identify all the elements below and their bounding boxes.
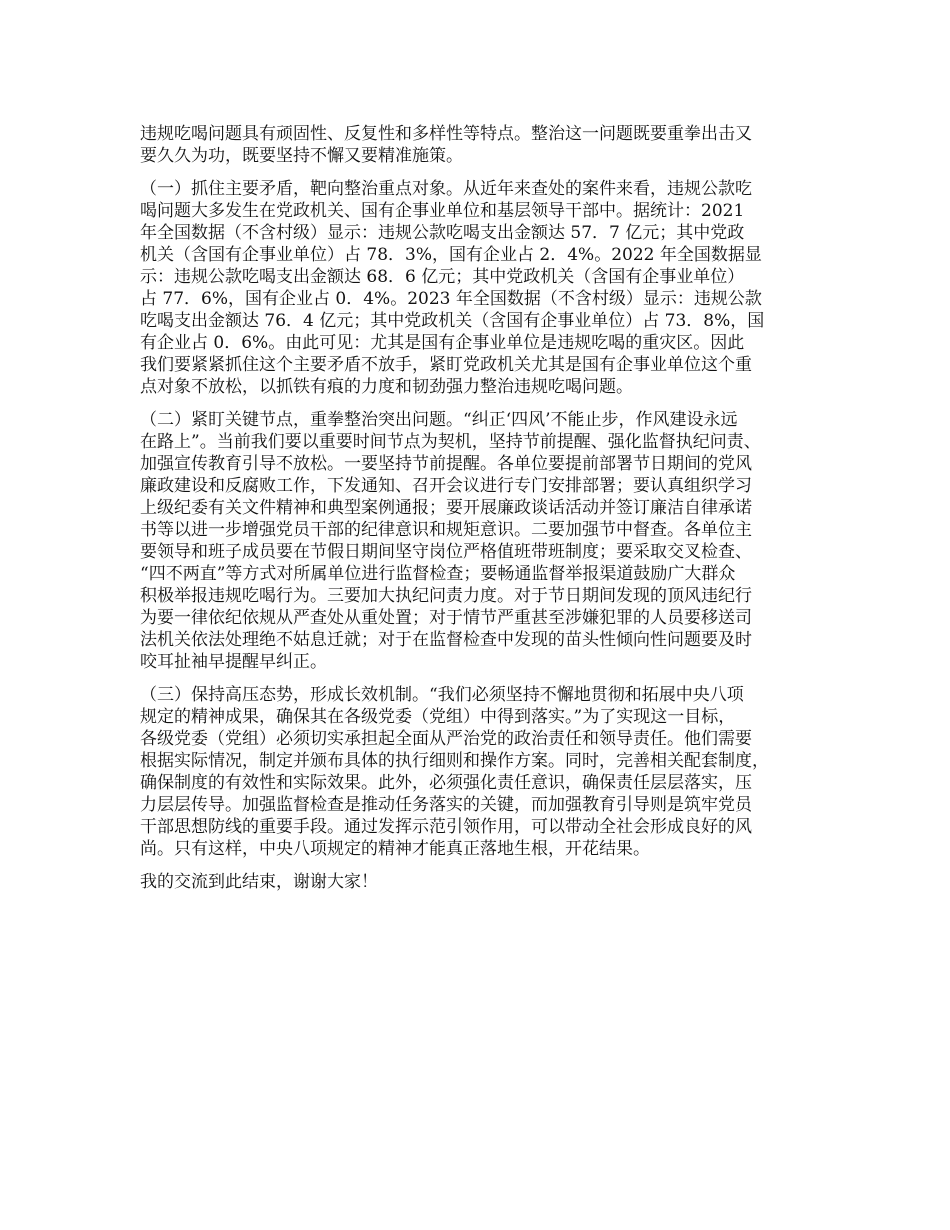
paragraph-closing: 我的交流到此结束，谢谢大家！ [140, 872, 378, 892]
document-body [140, 123, 830, 904]
paragraph-section-2: （二）紧盯关键节点，重拳整治突出问题。“纠正‘四风’不能止步，作风建设永远 在路上”。当前我们要以重要时间节点为契机，坚持节前提醒、强化监督执纪问责、 加强宣传教育引导不放松。一要坚持节前提醒。各单位要提前部署节日期间的党风 廉政建设和反腐败工作，下发通知、召开会议进行专门安排部署；要认真组织学习 上级纪委有关文件精神和典型案例通报；要开展廉政谈话活动并签订廉洁自律承诺 书等以进一步增强党员干部的纪律意识和规矩意识。二要加强节中督查。各单位主 要领导和班子成员要在节假日期间坚守岗位严格值班带班制度；要采取交叉检查、 “四不两直”等方式对所属单位进行监督检查；要畅通监督举报渠道鼓励广大群众 积极举报违规吃喝行为。三要加大执纪问责力度。对于节日期间发现的顶风违纪行 为要一律依纪依规从严查处从重处置；对于情节严重甚至涉嫌犯罪的人员要移送司 法机关依法处理绝不姑息迁就；对于在监督检查中发现的苗头性倾向性问题要及时 咬耳扯袖早提醒早纠正。 [140, 410, 761, 672]
paragraph-intro: 违规吃喝问题具有顽固性、反复性和多样性等特点。整治这一问题既要重拳出击又 要久久为功，既要坚持不懈又要精准施策。 [140, 124, 752, 166]
paragraph-section-3: （三）保持高压态势，形成长效机制。“我们必须坚持不懈地贯彻和拓展中央八项 规定的精神成果，确保其在各级党委（党组）中得到落实。”为了实现这一目标， 各级党委（党组）必须切实承担起全面从严治党的政治责任和领导责任。他们需要 根据实际情况，制定并颁布具体的执行细则和操作方案。同时，完善相关配套制度， 确保制度的有效性和实际效果。此外，必须强化责任意识，确保责任层层落实，压 力层层传导。加强监督检查是推动任务落实的关键，而加强教育引导则是筑牢党员 干部思想防线的重要手段。通过发挥示范引领作用，可以带动全社会形成良好的风 尚。只有这样，中央八项规定的精神才能真正落地生根，开花结果。 [140, 685, 769, 859]
paragraph-section-1: （一）抓住主要矛盾，靶向整治重点对象。从近年来查处的案件来看，违规公款吃 喝问题大多发生在党政机关、国有企事业单位和基层领导干部中。据统计：2021 年全国数据（不含村级）显示：违规公款吃喝支出金额达 57．7 亿元；其中党政 机关（含国有企事业单位）占 78．3%，国有企业占 2．4%。2022 年全国数据显 示：违规公款吃喝支出金额达 68．6 亿元；其中党政机关（含国有企事业单位） 占 77．6%，国有企业占 0．4%。2023 年全国数据（不含村级）显示：违规公款 吃喝支出金额达 76．4 亿元；其中党政机关（含国有企事业单位）占 73．8%，国 有企业占 0．6%。由此可见：尤其是国有企事业单位是违规吃喝的重灾区。因此 我们要紧紧抓住这个主要矛盾不放手，紧盯党政机关尤其是国有企事业单位这个重 点对象不放松，以抓铁有痕的力度和韧劲强力整治违规吃喝问题。 [140, 179, 765, 397]
